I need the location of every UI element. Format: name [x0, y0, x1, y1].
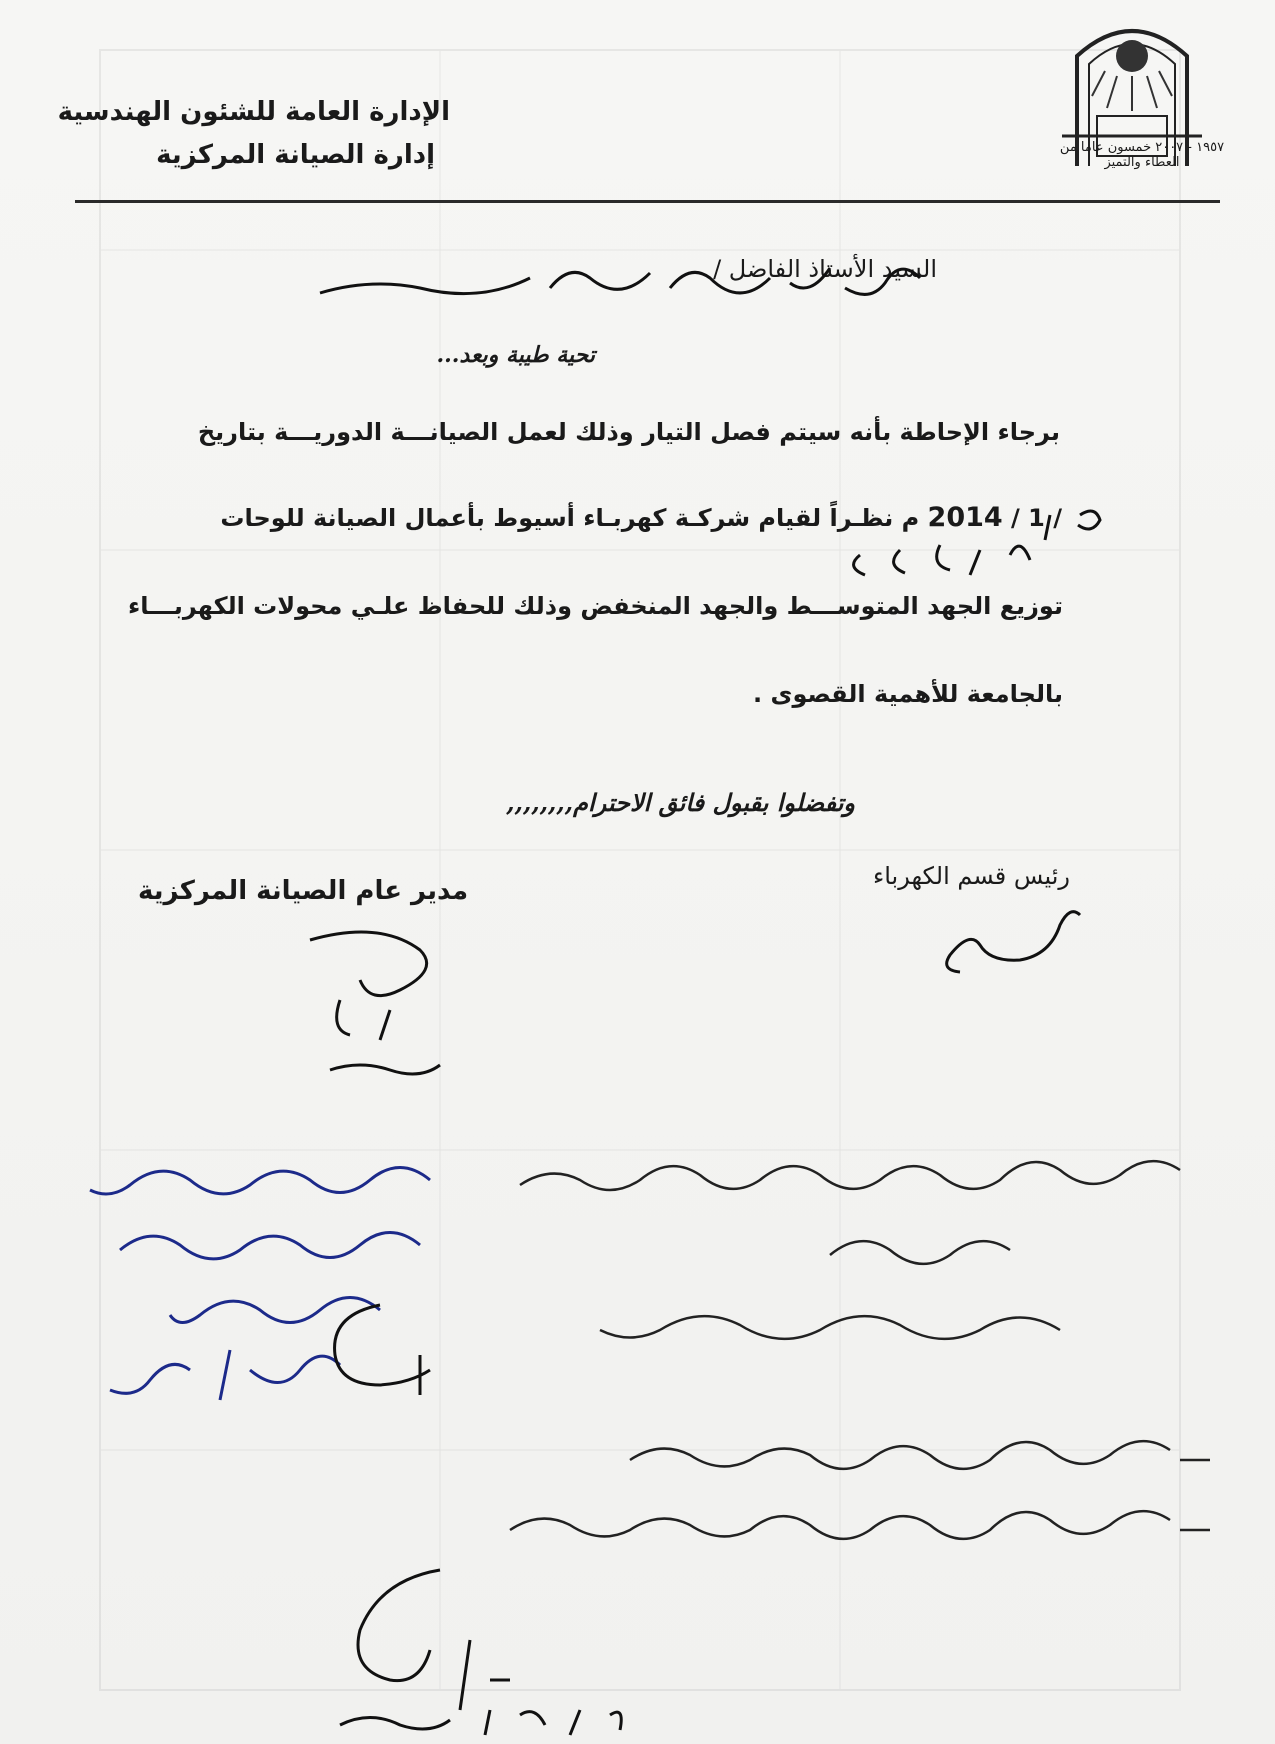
header-department-line1: الإدارة العامة للشئون الهندسية	[57, 97, 450, 127]
signature-electricity-head	[930, 900, 1090, 990]
greeting: تحية طيبة وبعد...	[436, 342, 595, 368]
date-prefix: / 1 /	[1011, 504, 1062, 532]
date-year: 2014	[927, 502, 1003, 533]
signature-bottom	[320, 1560, 640, 1740]
header-department-line2: إدارة الصيانة المركزية	[156, 140, 435, 170]
salutation: السيد الأستاذ الفاضل /	[713, 255, 937, 283]
signature-general-manager	[300, 920, 460, 1090]
body-line-2	[220, 502, 1062, 533]
handwritten-blue-note	[80, 1150, 450, 1420]
handwritten-distribution-list	[430, 1740, 431, 1741]
handwritten-black-hook	[320, 1295, 460, 1405]
body-line-1: برجاء الإحاطة بأنه سيتم فصل التيار وذلك لعمل الصيانـــة الدوريـــة بتاريخ	[197, 418, 1060, 446]
handwritten-dean-note	[500, 1140, 1200, 1360]
electricity-head-title: رئيس قسم الكهرباء	[872, 862, 1070, 890]
general-manager-title: مدير عام الصيانة المركزية	[138, 876, 469, 906]
body-line-4: بالجامعة للأهمية القصوى .	[752, 680, 1063, 708]
body-line-3: توزيع الجهد المتوســـط والجهد المنخفض وذلك للحفاظ علـي محولات الكهربـــاء	[127, 592, 1063, 620]
logo-caption: ١٩٥٧ - ٢٠٠٧ خمسون عاما من العطاء والتميز	[1059, 140, 1225, 170]
handwritten-distribution-notes	[450, 1420, 1220, 1560]
closing-phrase: وتفضلوا بقبول فائق الاحترام,,,,,,,,	[506, 788, 855, 817]
header-divider	[75, 200, 1220, 203]
body-line-2-rest: م نظـراً لقيام شركـة كهربـاء أسيوط بأعمال الصيانة للوحات	[220, 504, 920, 532]
